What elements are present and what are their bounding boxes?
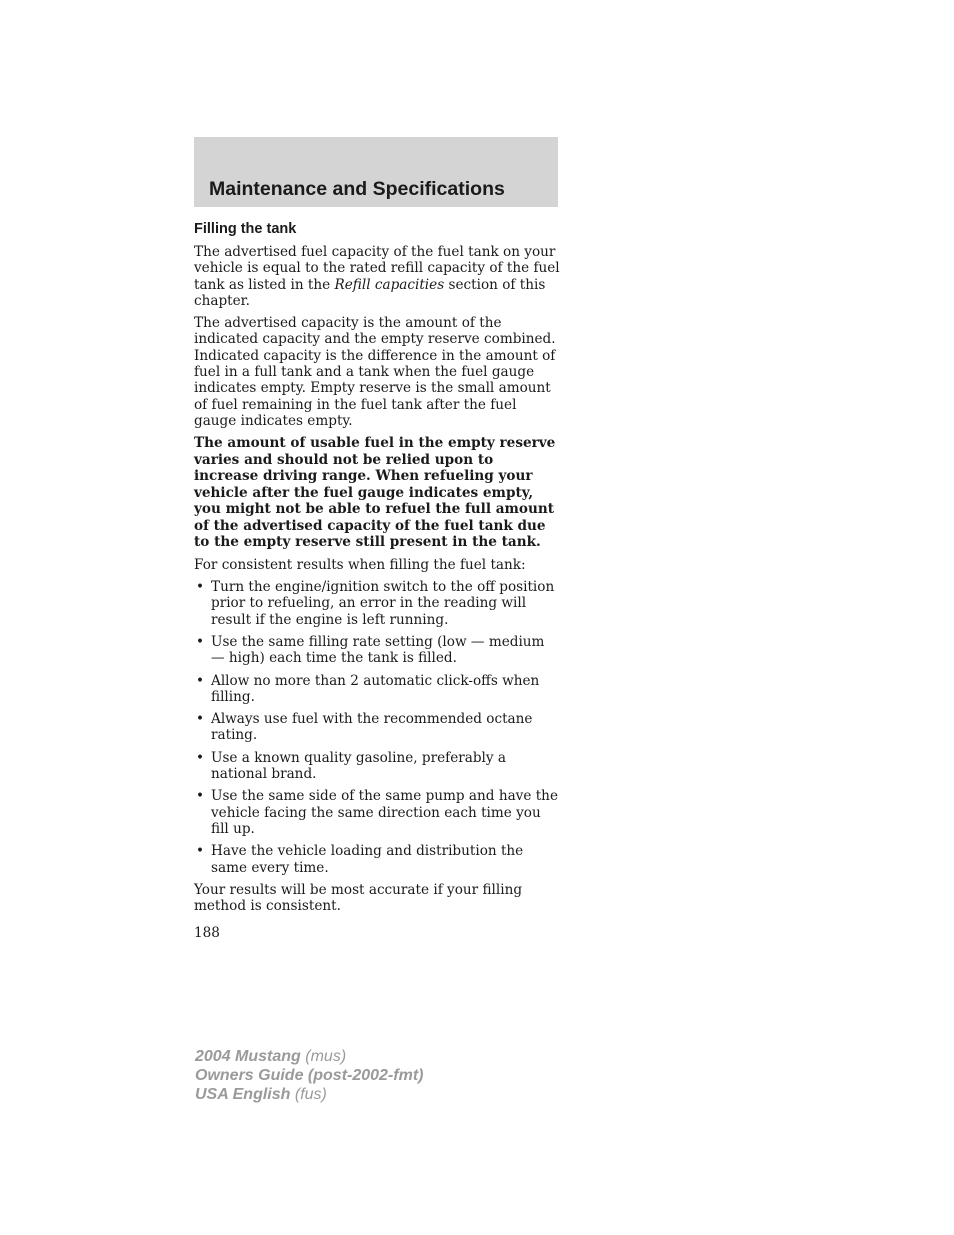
bullet-icon: • [196, 711, 205, 728]
page-number: 188 [194, 925, 220, 941]
list-item-text: Have the vehicle loading and distribution the same every time. [211, 843, 524, 876]
document-footer [195, 1047, 423, 1104]
paragraph-advertised-capacity: The advertised capacity is the amount of the indicated capacity and the empty reserve combined. Indicated capacity is the difference in the amount of fuel in a full tank and a tank when the fuel gauge indicates empty. Empty reserve is the small amount of fuel remaining in the fuel tank after the fuel gauge indicates empty. [194, 315, 556, 429]
main-content [194, 220, 560, 920]
bullet-icon: • [196, 788, 205, 805]
footer-line-guide [195, 1066, 423, 1085]
bullet-icon: • [196, 579, 205, 596]
list-item-text: Use the same side of the same pump and have the vehicle facing the same direction each time you fill up. [211, 788, 558, 837]
section-header-band [194, 137, 558, 207]
list-item-text: Use the same filling rate setting (low — medium — high) each time the tank is filled. [211, 633, 545, 667]
page-title: Maintenance and Specifications [209, 178, 505, 200]
bullet-icon: • [196, 749, 205, 766]
list-item [194, 750, 560, 783]
list-item [194, 673, 560, 706]
footer-language-code: (fus) [290, 1086, 327, 1103]
paragraph-consistent-results: For consistent results when filling the fuel tank: [194, 556, 526, 573]
paragraph-fuel-capacity-start: The advertised fuel capacity of the fuel tank on your vehicle is equal to the rated refill capacity of the fuel tank as listed in the [194, 244, 560, 293]
list-item [194, 843, 560, 876]
bullet-icon: • [196, 633, 205, 650]
list-item [194, 788, 560, 837]
bullet-icon: • [196, 843, 205, 860]
list-item-text: Turn the engine/ignition switch to the off position prior to refueling, an error in the reading will result if the engine is left running. [211, 579, 555, 628]
footer-model-name: 2004 Mustang [195, 1048, 301, 1065]
refill-capacities-reference: Refill capacities [334, 276, 445, 293]
list-item-text: Always use fuel with the recommended octane rating. [211, 711, 533, 744]
section-heading: Filling the tank [194, 221, 297, 237]
list-item [194, 711, 560, 744]
list-item-text: Use a known quality gasoline, preferably a national brand. [211, 749, 507, 783]
footer-guide-name: Owners Guide (post-2002-fmt) [195, 1067, 424, 1084]
footer-line-language [195, 1085, 423, 1104]
list-item-text: Allow no more than 2 automatic click-offs when filling. [211, 672, 540, 705]
empty-reserve-warning: The amount of usable fuel in the empty reserve varies and should not be relied upon to increase driving range. When refueling your vehicle after the fuel gauge indicates empty, you might not be able to refuel the full amount of the advertised capacity of the fuel tank due to the empty reserve still present in the tank. [194, 435, 556, 551]
filling-tips-list [194, 579, 560, 876]
list-item [194, 579, 560, 628]
paragraph-closing: Your results will be most accurate if your filling method is consistent. [194, 881, 523, 915]
list-item [194, 634, 560, 667]
footer-language-name: USA English [195, 1086, 291, 1103]
footer-line-model [195, 1047, 423, 1066]
bullet-icon: • [196, 672, 205, 689]
paragraph-fuel-capacity [194, 244, 560, 309]
footer-model-code: (mus) [300, 1048, 347, 1065]
paragraph-fuel-capacity-end: section of this chapter. [194, 276, 546, 309]
